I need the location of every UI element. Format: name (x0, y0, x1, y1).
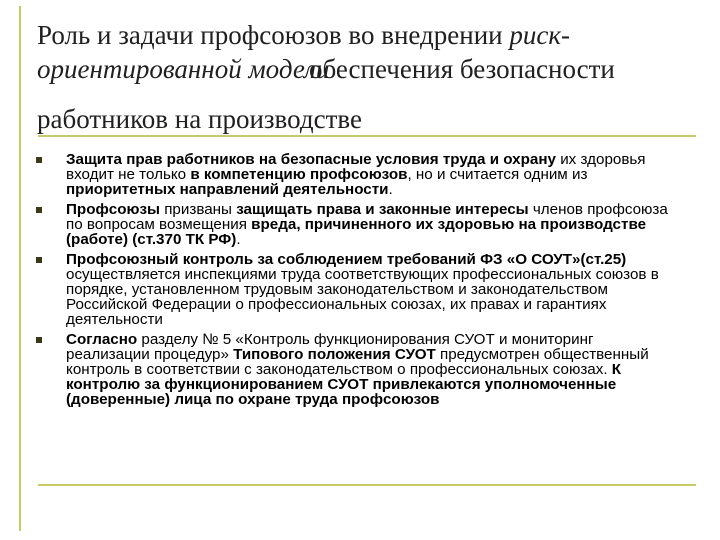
bullet-text: Защита прав работников на безопасные условия труда и охрану (66, 151, 561, 168)
bullet-text: Профсоюзный контроль за соблюдением требований ФЗ «О СОУТ»(ст.25) (66, 251, 627, 268)
bullet-text: К контролю за функционированием СУОТ привлекаются уполномоченные (доверенные) лица по охране труда профсоюзов (66, 361, 622, 408)
title-text-1-italic: риск- (509, 20, 570, 50)
bullet-text: . (236, 231, 241, 248)
bullet-text: защищать права и законные интересы (236, 201, 529, 218)
bottom-divider (38, 484, 696, 486)
bullet-text: Типового положения СУОТ (233, 346, 436, 363)
bullet-square-icon (36, 337, 42, 343)
title-text-2: обеспечения безопасности (309, 54, 615, 84)
bullet-list (36, 152, 676, 412)
title-line-2 (37, 52, 697, 86)
bullet-text: Согласно (66, 331, 138, 348)
slide-title (37, 18, 697, 136)
bullet-text: осуществляется инспекциями труда соответствующих профессиональных союзов в порядке, установленном трудовым законодательством и законодательством Российской Федерации о профессиональных союзах, их правах и гарантиях деятельности (66, 266, 659, 328)
bullet-text: . (388, 181, 393, 198)
bullet-item (36, 202, 676, 247)
frame-left-line (19, 6, 21, 531)
title-line-3: работников на производстве (37, 104, 362, 134)
title-text-1: Роль и задачи профсоюзов во внедрении (37, 20, 510, 50)
bullet-text: , но и считается одним из (407, 166, 588, 183)
bullet-square-icon (36, 257, 42, 263)
bullet-text: Профсоюзы (66, 201, 160, 218)
bullet-item (36, 332, 676, 407)
bullet-text: разделу № 5 «Контроль функционирования СУОТ и мониторинг реализации процедур» (66, 331, 594, 363)
bullet-text: предусмотрен общественный контроль в соответствии с законодательством о профессиональных союзах. (66, 346, 649, 378)
bullet-text: призваны (159, 201, 237, 218)
bullet-item (36, 252, 676, 327)
title-line-1 (37, 18, 697, 52)
bullet-item (36, 152, 676, 197)
title-text-2-italic: ориентированной модели (37, 54, 330, 84)
bullet-text: в компетенцию профсоюзов (190, 166, 408, 183)
bullet-text: вреда, причиненного их здоровью на производстве (работе) (ст.370 ТК РФ) (66, 216, 647, 248)
title-divider (38, 135, 696, 137)
bullet-square-icon (36, 157, 42, 163)
bullet-text: их здоровья входит не только (66, 151, 646, 183)
bullet-text: членов профсоюза по вопросам возмещения (66, 201, 668, 233)
bullet-text: приоритетных направлений деятельности (66, 181, 389, 198)
bullet-square-icon (36, 207, 42, 213)
